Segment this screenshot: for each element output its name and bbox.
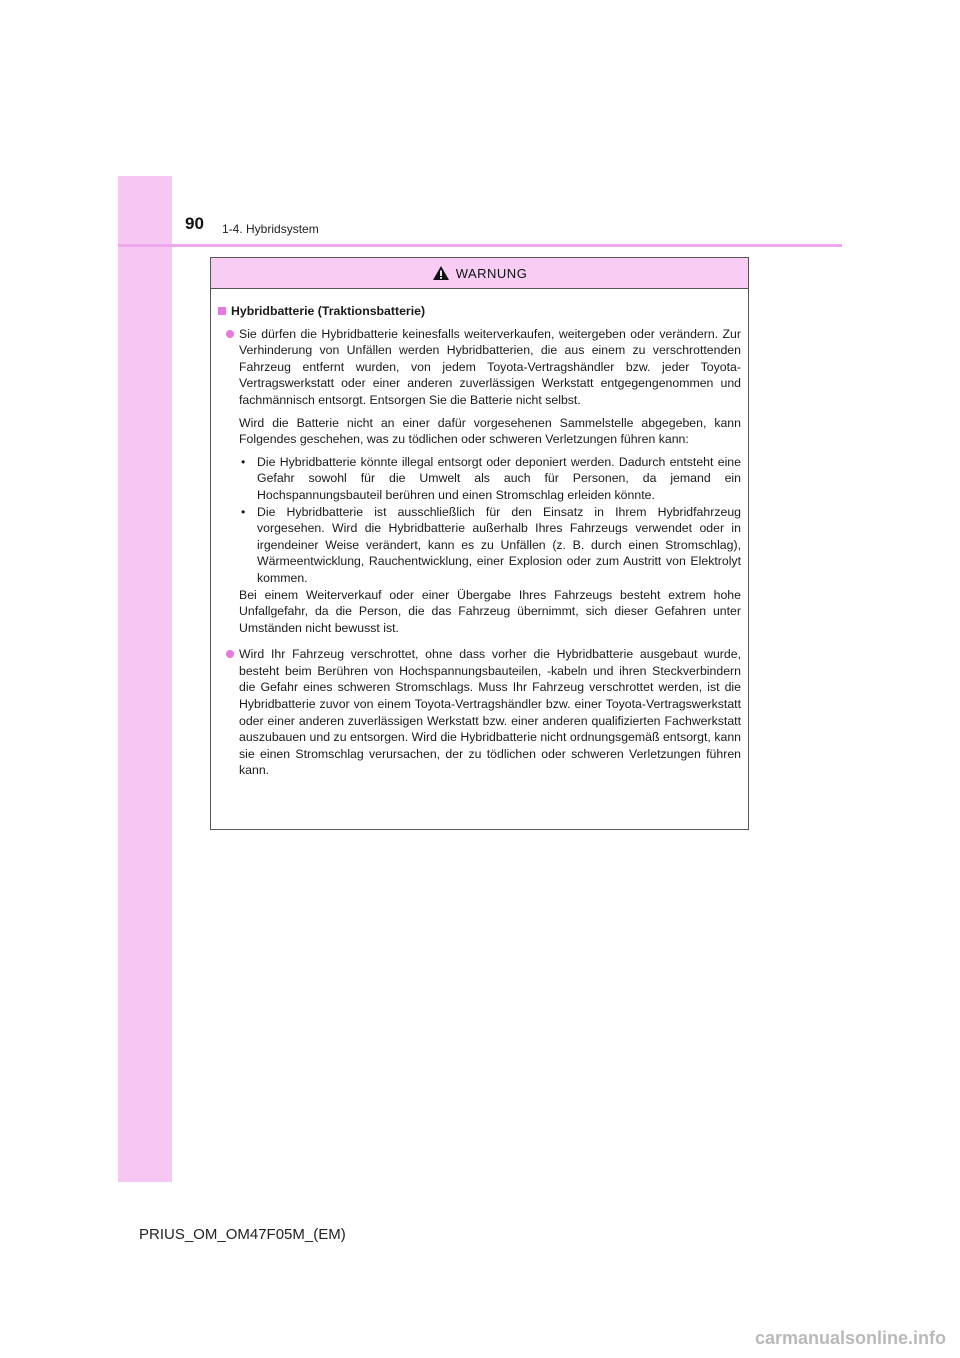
header-rule [118,244,842,247]
warning-triangle-icon [432,265,450,281]
closing-paragraph: Bei einem Weiterverkauf oder einer Übergabe Ihres Fahrzeugs besteht extrem hohe Unfallgefahr, da die Person, die das Fahrzeug übernimmt, sich dieser Gefahren unter Umständen nicht bewusst ist. [239,587,741,635]
side-tab-band [118,176,172,1182]
paragraph: Wird die Batterie nicht an einer dafür vorgesehenen Sammelstelle abgegeben, kann Folgendes geschehen, was zu tödlichen oder schweren Verletzungen führen kann: [239,415,741,447]
warning-item [218,646,741,779]
dot-bullet-icon: • [241,454,246,469]
warning-item [218,326,741,637]
warning-title: WARNUNG [455,265,528,281]
dot-bullet-icon: • [241,504,246,519]
warning-heading-text: Hybridbatterie (Traktionsbatterie) [231,304,426,318]
section-title: 1-4. Hybridsystem [222,222,319,236]
sub-list-item: • Die Hybridbatterie könnte illegal entsorgt oder deponiert werden. Dadurch entsteht eine Gefahr sowohl für die Umwelt als auch für Personen, da jemand ein Hochspannungsbauteil berühren und einen Stromschlag erleiden könnte. [241,454,741,502]
circle-bullet-icon [226,330,234,338]
page-number: 90 [185,214,204,233]
footer-code: PRIUS_OM_OM47F05M_(EM) [139,1226,346,1243]
warning-heading [218,303,741,320]
watermark: carmanualsonline.info [754,1328,946,1348]
warning-box [210,257,749,830]
sub-list-item: • Die Hybridbatterie ist ausschließlich für den Einsatz in Ihrem Hybridfahrzeug vorgesehen. Wird die Hybridbatterie außerhalb Ihres Fahrzeugs verwendet oder in irgendeiner Weise verändert, kann es zu Unfällen (z. B. durch einen Stromschlag), Wärmeentwicklung, Rauchentwicklung, einer Explosion oder zum Austritt von Elektrolyt kommen. [241,504,741,585]
paragraph: Sie dürfen die Hybridbatterie keinesfalls weiterverkaufen, weitergeben oder verändern. Zur Verhinderung von Unfällen werden Hybridbatterien, die aus einem zu verschrottenden Fahrzeug entfernt wurden, von jedem Toyota-Vertragshändler bzw. jeder Toyota-Vertragswerkstatt oder einer anderen zuverlässigen Werkstatt entgegengenommen und fachmännisch entsorgt. Entsorgen Sie die Batterie nicht selbst. [239,326,741,407]
warning-header [211,258,748,289]
square-bullet-icon [218,307,226,315]
sub-list [239,454,741,587]
circle-bullet-icon [226,650,234,658]
paragraph: Wird Ihr Fahrzeug verschrottet, ohne dass vorher die Hybridbatterie ausgebaut wurde, besteht beim Berühren von Hochspannungsbauteilen, -kabeln und ihren Steckverbindern die Gefahr eines schweren Stromschlags. Muss Ihr Fahrzeug verschrottet werden, ist die Hybridbatterie zuvor von einem Toyota-Vertragshändler bzw. einer Toyota-Vertragswerkstatt oder einer anderen zuverlässigen Werkstatt bzw. einer anderen qualifizierten Fachwerkstatt auszubauen und zu entsorgen. Wird die Hybridbatterie nicht ordnungsgemäß entsorgt, kann sie einen Stromschlag verursachen, der zu tödlichen oder schweren Verletzungen führen kann. [239,647,741,778]
warning-body [211,289,748,779]
